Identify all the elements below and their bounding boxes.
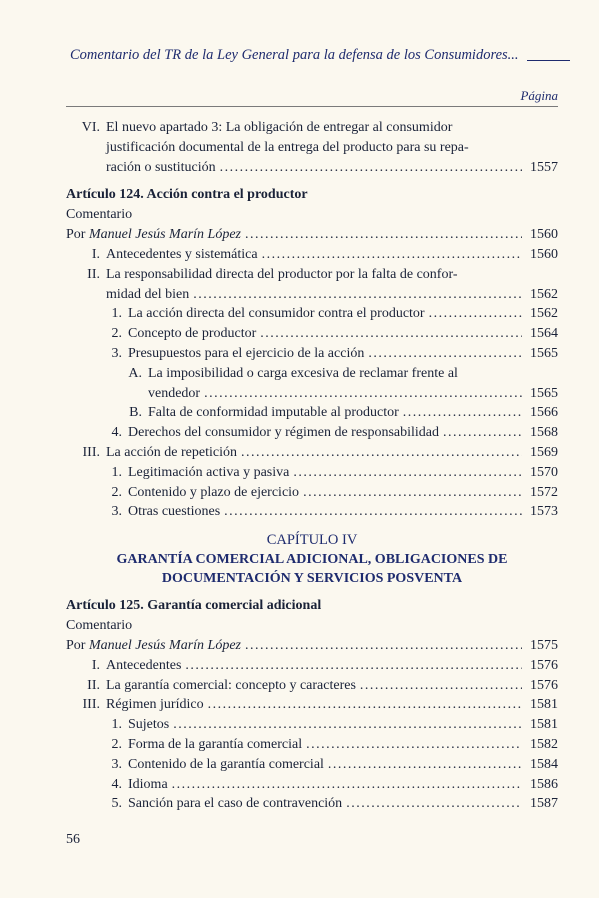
entry-text-wrap [148,384,522,404]
toc-entry [66,463,558,483]
entry-number: 2. [111,736,122,752]
author-prefix: Por [66,637,89,653]
entry-text-wrap [128,775,522,795]
entry-number: 3. [111,345,122,361]
dot-leader [168,775,522,795]
toc-entry [66,344,558,364]
entry-number: 3. [111,504,122,520]
spacer [66,177,558,185]
running-header [70,47,570,64]
toc-entry-continued [66,138,558,158]
dot-leader [204,695,522,715]
dot-leader [189,285,522,305]
entry-title: Antecedentes y sistemática [106,246,258,262]
page-ref: 1570 [530,464,558,480]
entry-title: Régimen jurídico [106,697,204,713]
page-ref: 1560 [530,227,558,243]
entry-title: justificación documental de la entrega del producto para su repa- [106,139,469,155]
header-rule [527,50,570,61]
entry-text-wrap [106,656,522,676]
dot-leader [425,304,522,324]
entry-text-wrap [128,423,522,443]
entry-title: Otras cuestiones [128,504,221,520]
page-ref: 1565 [530,345,558,361]
comment-text: Comentario [66,207,133,223]
entry-title: Derechos del consumidor y régimen de responsabilidad [128,425,440,441]
toc-entry [66,118,558,138]
dot-leader [299,483,522,503]
page-ref: 1582 [530,736,558,752]
entry-text-wrap [128,324,522,344]
entry-text-wrap [106,245,522,265]
dot-leader [200,384,522,404]
dot-leader [356,676,522,696]
toc-entry [66,656,558,676]
page-ref: 1586 [530,776,558,792]
page-ref: 1576 [530,657,558,673]
entry-number: 3. [111,756,122,772]
toc-entry [66,443,558,463]
entry-number: I. [91,657,100,673]
comment-label [66,616,558,636]
entry-text-wrap [106,443,522,463]
entry-number: III. [82,444,100,460]
chapter-title: CAPÍTULO IV [266,532,358,549]
page-ref: 1560 [530,246,558,262]
entry-number: 2. [111,326,122,342]
entry-number: 1. [111,306,122,322]
author-text [66,225,522,245]
dot-leader [216,158,522,178]
dot-leader [237,443,522,463]
dot-leader [342,794,522,814]
dot-leader [258,245,522,265]
entry-text-wrap [106,285,522,305]
toc-entry [66,676,558,696]
entry-text-wrap [106,158,522,178]
entry-title: La imposibilidad o carga excesiva de reclamar frente al [148,365,458,381]
entry-title: Concepto de productor [128,326,257,342]
toc-entry-continued [66,158,558,178]
entry-text-wrap [128,483,522,503]
page-ref: 1584 [530,756,558,772]
entry-title: ración o sustitución [106,159,216,175]
page-ref: 1562 [530,286,558,302]
author-prefix: Por [66,227,89,243]
toc-entry [66,794,558,814]
toc-entry [66,715,558,735]
spacer [66,522,558,530]
toc-entry [66,324,558,344]
entry-text-wrap [106,695,522,715]
author-line [66,225,558,245]
page-ref: 1572 [530,484,558,500]
toc-entry [66,304,558,324]
article-heading: Artículo 125. Garantía comercial adicional [66,598,322,614]
entry-title: Contenido y plazo de ejercicio [128,484,300,500]
entry-title: Presupuestos para el ejercicio de la acción [128,345,365,361]
author-text [66,636,522,656]
entry-title: La acción de repetición [106,444,237,460]
dot-leader [399,403,522,423]
page-ref: 1569 [530,444,558,460]
entry-number: 1. [111,717,122,733]
entry-title: El nuevo apartado 3: La obligación de entregar al consumidor [106,120,453,135]
entry-title: La acción directa del consumidor contra el productor [128,306,425,322]
dot-leader [169,715,522,735]
page-ref: 1565 [530,385,558,401]
page-ref: 1573 [530,504,558,520]
toc-entry [66,755,558,775]
entry-title: La garantía comercial: concepto y caracteres [106,677,356,693]
author-by [66,636,241,656]
entry-text-wrap [128,304,522,324]
page-ref: 1566 [530,405,558,421]
entry-text-wrap [128,755,522,775]
entry-text-wrap [128,794,522,814]
dot-leader [241,636,522,656]
page-number: 56 [66,832,80,847]
dot-leader [324,755,522,775]
entry-number: III. [82,697,100,713]
page-ref: 1581 [530,697,558,713]
dot-leader [364,344,522,364]
page-ref: 1587 [530,796,558,812]
toc-entry [66,403,558,423]
entry-text-wrap [128,715,522,735]
toc-entry [66,245,558,265]
dot-leader [302,735,522,755]
author-by [66,225,241,245]
entry-text-wrap [128,502,522,522]
chapter-subtitle-line: DOCUMENTACIÓN Y SERVICIOS POSVENTA [161,571,463,587]
entry-number: 4. [111,425,122,441]
entry-title: Legitimación activa y pasiva [128,464,290,480]
entry-title: midad del bien [106,286,190,302]
toc-entry [66,735,558,755]
page-ref: 1562 [530,306,558,322]
page-column-label: Página [520,88,558,103]
page-ref: 1568 [530,425,558,441]
entry-title: Sujetos [128,717,170,733]
entry-text-wrap [128,463,522,483]
author-name: Manuel Jesús Marín López [88,637,241,653]
toc-entry [66,695,558,715]
page-ref: 1575 [530,637,558,653]
toc-entry [66,265,558,285]
dot-leader [181,656,522,676]
column-rule [66,106,558,107]
entry-number: I. [91,246,100,262]
dot-leader [241,225,522,245]
entry-text-wrap [106,676,522,696]
entry-text-wrap [128,344,522,364]
toc-entry [66,364,558,384]
entry-number: A. [128,365,142,381]
entry-title: Contenido de la garantía comercial [128,756,324,772]
article-heading: Artículo 124. Acción contra el productor [66,187,308,203]
entry-title: Forma de la garantía comercial [128,736,303,752]
page-ref: 1581 [530,717,558,733]
table-of-contents [66,118,558,814]
comment-label [66,205,558,225]
chapter-subtitle-line: GARANTÍA COMERCIAL ADICIONAL, OBLIGACIONES DE [116,552,508,568]
toc-entry [66,423,558,443]
entry-number: II. [87,677,100,693]
entry-number: 4. [111,776,122,792]
author-name: Manuel Jesús Marín López [88,227,241,243]
entry-number: 1. [111,464,122,480]
toc-entry-continued [66,384,558,404]
dot-leader [220,502,522,522]
entry-title: Sanción para el caso de contravención [128,796,343,812]
entry-title: Antecedentes [106,657,182,673]
running-title: Comentario del TR de la Ley General para la defensa de los Consumidores... [70,47,519,63]
toc-entry [66,502,558,522]
entry-title: Idioma [128,776,168,792]
entry-text-wrap [148,403,522,423]
entry-title: La responsabilidad directa del productor por la falta de confor- [106,266,458,282]
entry-number: 5. [111,796,122,812]
page-ref: 1564 [530,326,558,342]
entry-number: II. [87,266,100,282]
toc-entry [66,483,558,503]
entry-number: 2. [111,484,122,500]
entry-title: vendedor [148,385,201,401]
page-ref: 1557 [530,159,558,175]
entry-title: Falta de conformidad imputable al productor [148,405,399,421]
comment-text: Comentario [66,618,133,634]
dot-leader [289,463,522,483]
dot-leader [256,324,522,344]
page-ref: 1576 [530,677,558,693]
entry-number: B. [129,405,142,421]
dot-leader [439,423,522,443]
spacer [66,588,558,596]
toc-entry [66,775,558,795]
toc-entry-continued [66,285,558,305]
entry-number: VI. [81,120,100,135]
entry-text-wrap [128,735,522,755]
author-line [66,636,558,656]
